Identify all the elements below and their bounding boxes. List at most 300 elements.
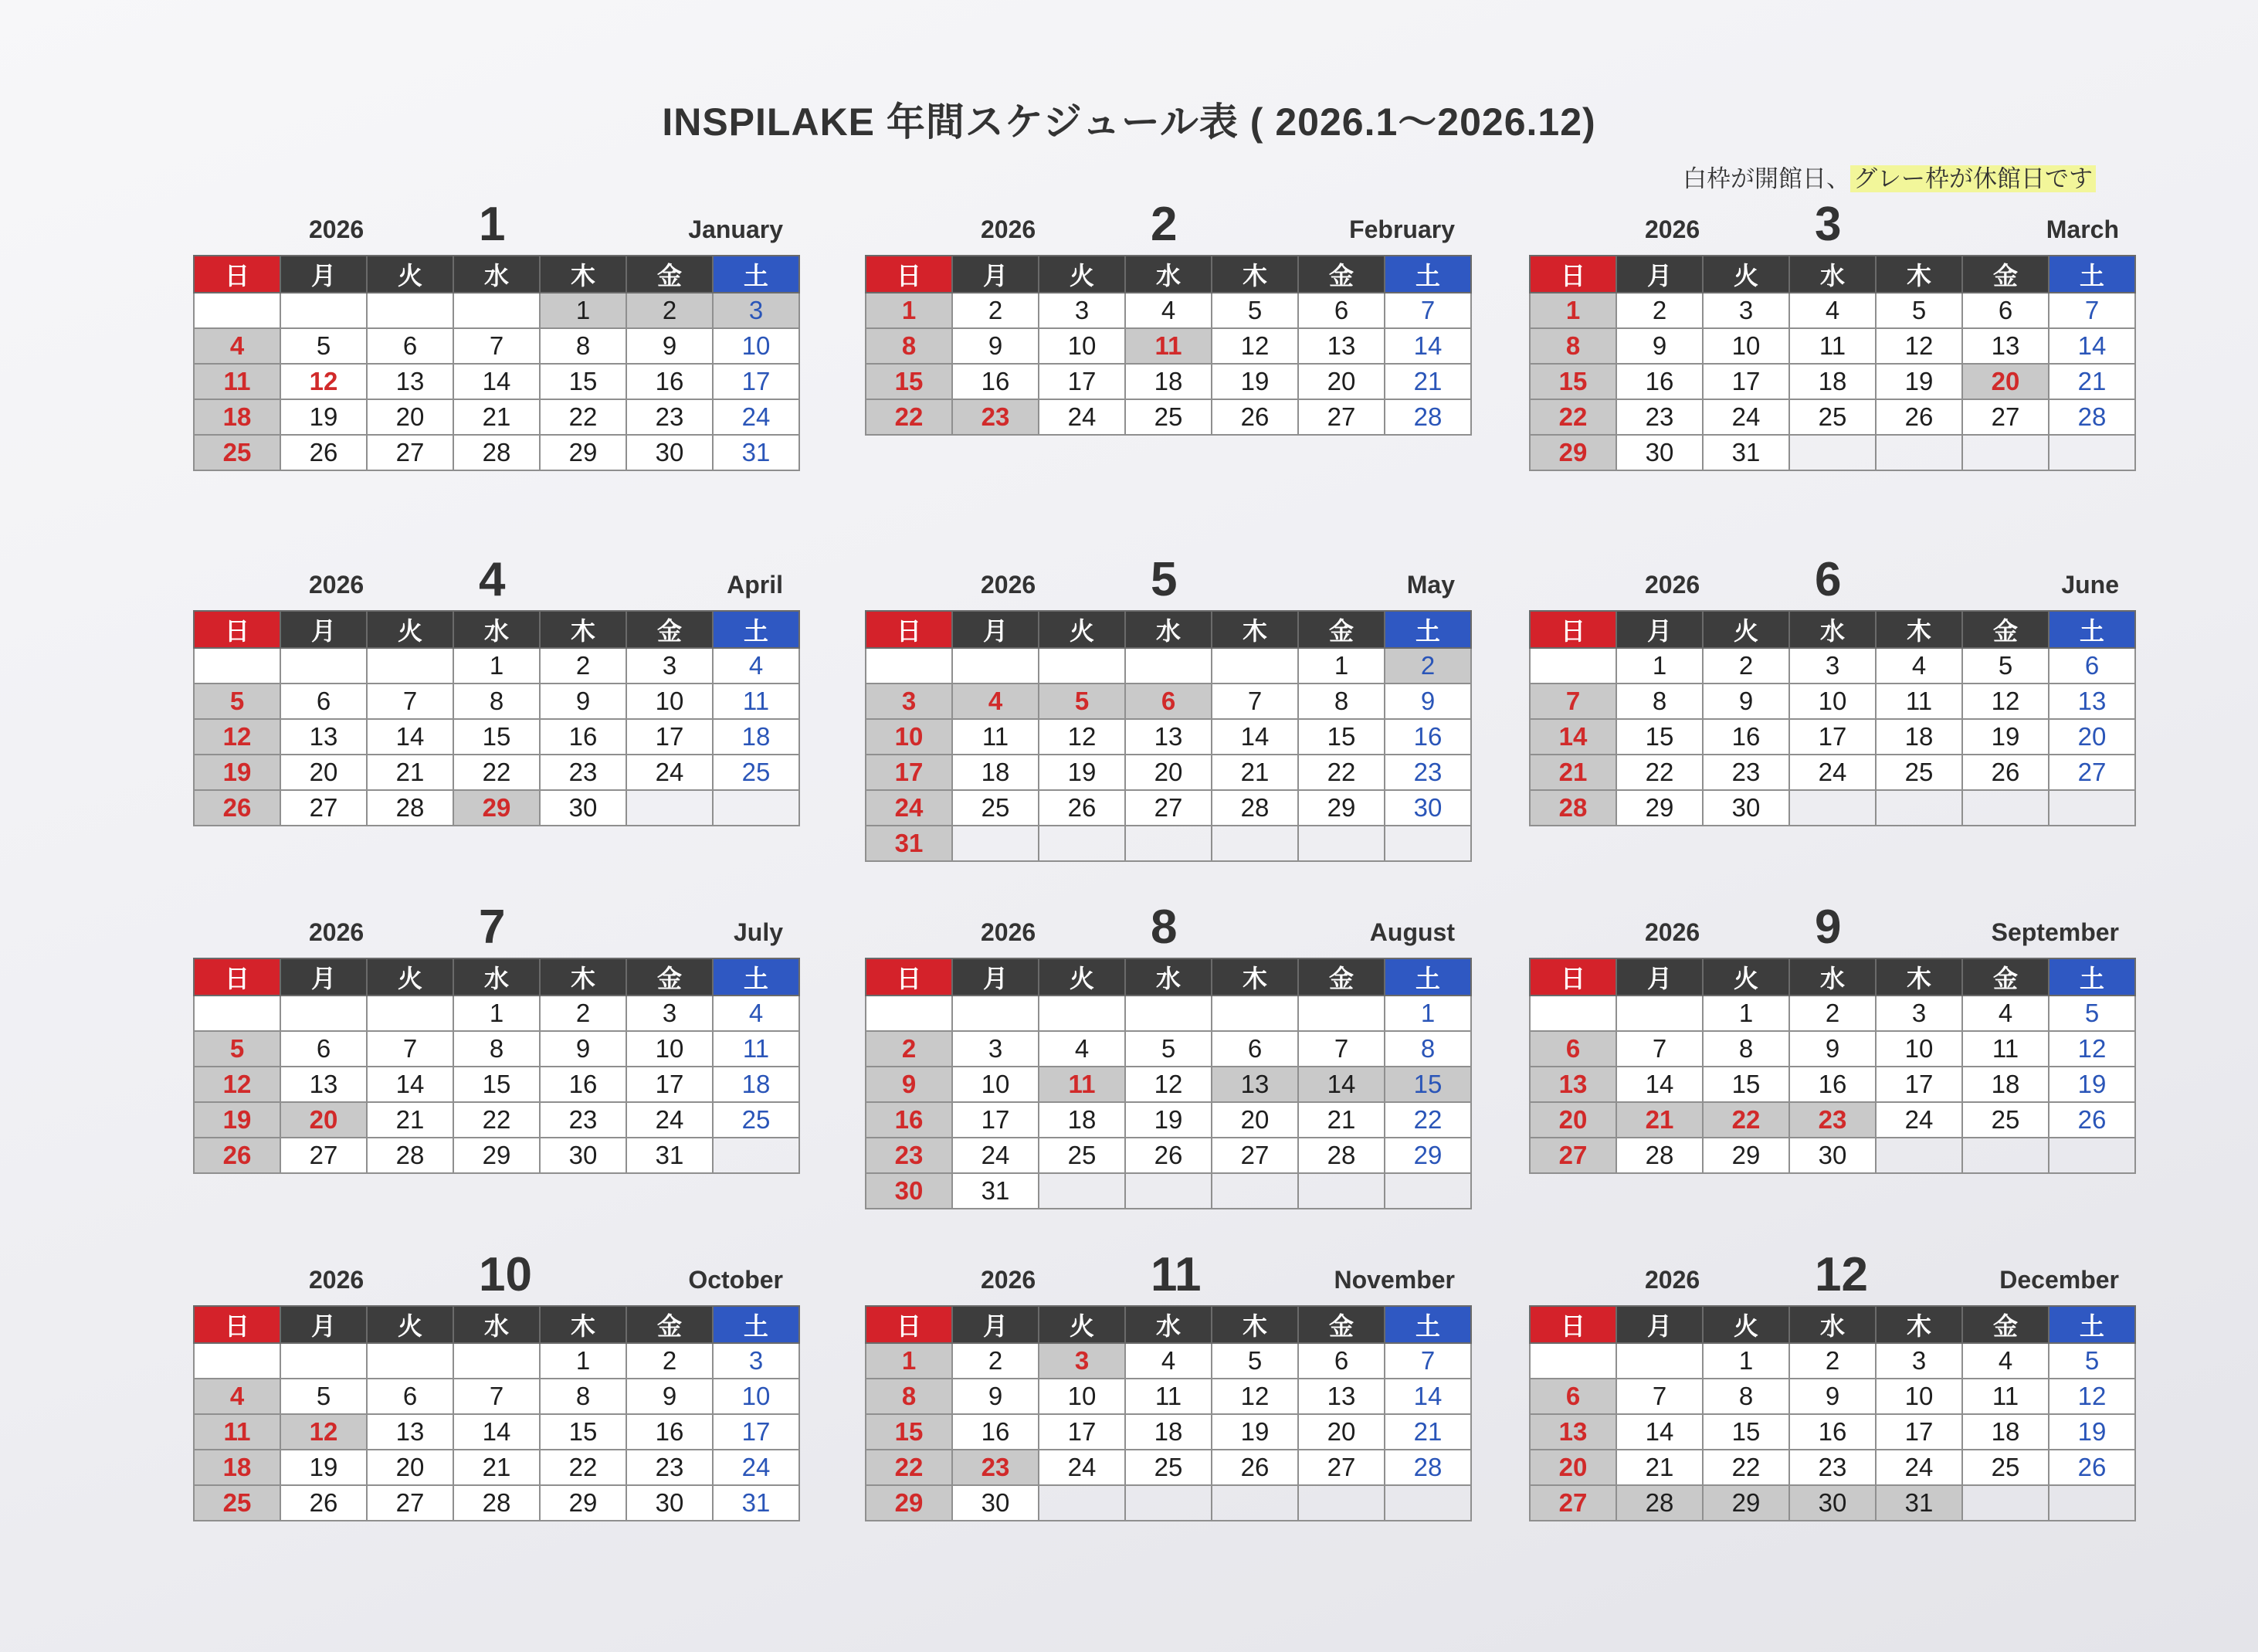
day-cell: 25	[1039, 1138, 1125, 1173]
month-name-en: June	[2061, 571, 2119, 599]
month-header	[193, 178, 788, 255]
day-cell: 7	[1212, 684, 1298, 719]
day-cell: 14	[453, 1414, 540, 1450]
month-header	[1529, 1228, 2124, 1305]
day-cell: 2	[1789, 996, 1876, 1031]
day-cell: 21	[1212, 755, 1298, 790]
weekday-header: 火	[1039, 256, 1125, 293]
day-cell: 17	[1789, 719, 1876, 755]
day-cell: 18	[1125, 364, 1212, 399]
week-row	[194, 755, 799, 790]
week-row	[866, 1414, 1471, 1450]
week-row	[866, 996, 1471, 1031]
day-cell: 11	[1962, 1031, 2049, 1067]
week-row	[194, 293, 799, 328]
weekday-header: 金	[1962, 1306, 2049, 1343]
month-header	[193, 880, 788, 958]
weekday-header: 水	[1125, 611, 1212, 648]
day-cell: 28	[1616, 1138, 1703, 1173]
day-cell: 24	[1039, 399, 1125, 435]
day-cell: 17	[952, 1102, 1039, 1138]
week-row	[1530, 328, 2135, 364]
month-number: 3	[1815, 198, 1842, 251]
month-year: 2026	[309, 918, 364, 946]
day-cell: 25	[952, 790, 1039, 826]
week-row	[866, 1173, 1471, 1209]
day-cell: 4	[1125, 293, 1212, 328]
day-cell: 10	[1789, 684, 1876, 719]
day-cell: 20	[2049, 719, 2135, 755]
day-cell: 7	[367, 1031, 453, 1067]
day-cell: 24	[626, 1102, 713, 1138]
month-name-en: April	[727, 571, 783, 599]
day-cell: 6	[2049, 648, 2135, 684]
empty-cell	[1789, 435, 1876, 470]
empty-cell	[194, 996, 280, 1031]
day-cell: 1	[453, 996, 540, 1031]
day-cell: 3	[626, 648, 713, 684]
week-row	[866, 399, 1471, 435]
day-cell: 25	[1962, 1102, 2049, 1138]
week-row	[866, 648, 1471, 684]
week-row	[194, 719, 799, 755]
day-cell: 4	[194, 328, 280, 364]
empty-cell	[866, 648, 952, 684]
day-cell: 4	[194, 1379, 280, 1414]
day-cell: 7	[453, 1379, 540, 1414]
day-cell: 1	[540, 293, 626, 328]
day-cell: 14	[367, 1067, 453, 1102]
day-cell: 3	[1876, 996, 1962, 1031]
empty-cell	[1039, 1485, 1125, 1521]
week-row	[194, 1450, 799, 1485]
day-cell: 21	[453, 399, 540, 435]
day-cell: 20	[1530, 1102, 1616, 1138]
day-cell: 17	[1876, 1067, 1962, 1102]
day-cell: 6	[280, 684, 367, 719]
day-cell: 7	[1385, 1343, 1471, 1379]
day-cell: 24	[1789, 755, 1876, 790]
day-cell: 4	[1125, 1343, 1212, 1379]
day-cell: 7	[1616, 1031, 1703, 1067]
day-cell: 14	[2049, 328, 2135, 364]
day-cell: 26	[280, 1485, 367, 1521]
day-cell: 22	[1703, 1450, 1789, 1485]
weekday-header: 土	[1385, 958, 1471, 996]
day-cell: 27	[1298, 1450, 1385, 1485]
day-cell: 28	[1616, 1485, 1703, 1521]
day-cell: 5	[1876, 293, 1962, 328]
day-cell: 7	[453, 328, 540, 364]
day-cell: 14	[1616, 1414, 1703, 1450]
day-cell: 25	[713, 1102, 799, 1138]
month-year: 2026	[981, 918, 1036, 946]
day-cell: 1	[866, 293, 952, 328]
month-header	[193, 533, 788, 610]
day-cell: 4	[1876, 648, 1962, 684]
day-cell: 17	[713, 1414, 799, 1450]
month-2	[865, 178, 1460, 436]
week-row	[866, 790, 1471, 826]
weekday-header: 火	[1703, 1306, 1789, 1343]
day-cell: 23	[866, 1138, 952, 1173]
weekday-header: 木	[540, 611, 626, 648]
empty-cell	[1298, 996, 1385, 1031]
empty-cell	[1616, 996, 1703, 1031]
day-cell: 12	[1212, 328, 1298, 364]
day-cell: 10	[1039, 328, 1125, 364]
empty-cell	[1789, 790, 1876, 826]
day-cell: 6	[1530, 1379, 1616, 1414]
empty-cell	[1125, 1485, 1212, 1521]
empty-cell	[1962, 1485, 2049, 1521]
day-cell: 8	[1703, 1031, 1789, 1067]
week-row	[194, 1031, 799, 1067]
day-cell: 27	[2049, 755, 2135, 790]
empty-cell	[1385, 1173, 1471, 1209]
day-cell: 3	[713, 293, 799, 328]
empty-cell	[1125, 1173, 1212, 1209]
day-cell: 19	[1125, 1102, 1212, 1138]
day-cell: 13	[1298, 1379, 1385, 1414]
day-cell: 23	[1385, 755, 1471, 790]
weekday-header: 日	[194, 256, 280, 293]
weekday-header: 月	[952, 256, 1039, 293]
day-cell: 1	[1298, 648, 1385, 684]
day-cell: 5	[1212, 1343, 1298, 1379]
day-cell: 29	[1616, 790, 1703, 826]
day-cell: 26	[2049, 1102, 2135, 1138]
day-cell: 19	[2049, 1067, 2135, 1102]
empty-cell	[2049, 1485, 2135, 1521]
month-11	[865, 1228, 1460, 1521]
day-cell: 21	[1530, 755, 1616, 790]
day-cell: 1	[1385, 996, 1471, 1031]
day-cell: 26	[194, 790, 280, 826]
day-cell: 28	[453, 435, 540, 470]
weekday-header: 土	[713, 611, 799, 648]
week-row	[1530, 1414, 2135, 1450]
day-cell: 25	[1962, 1450, 2049, 1485]
weekday-header: 日	[194, 1306, 280, 1343]
empty-cell	[1212, 648, 1298, 684]
empty-cell	[1962, 435, 2049, 470]
day-cell: 14	[1385, 1379, 1471, 1414]
day-cell: 6	[1212, 1031, 1298, 1067]
day-cell: 30	[1789, 1138, 1876, 1173]
month-year: 2026	[309, 215, 364, 243]
day-cell: 22	[866, 399, 952, 435]
day-cell: 11	[1125, 328, 1212, 364]
day-cell: 3	[1876, 1343, 1962, 1379]
weekday-header: 金	[1962, 958, 2049, 996]
day-cell: 21	[1298, 1102, 1385, 1138]
day-cell: 31	[1703, 435, 1789, 470]
empty-cell	[1212, 1173, 1298, 1209]
day-cell: 13	[280, 1067, 367, 1102]
weekday-header: 水	[1125, 1306, 1212, 1343]
month-name-en: August	[1369, 918, 1455, 946]
weekday-header: 木	[1876, 256, 1962, 293]
day-cell: 22	[1703, 1102, 1789, 1138]
day-cell: 29	[453, 1138, 540, 1173]
month-table	[193, 610, 800, 826]
month-header	[865, 178, 1460, 255]
day-cell: 31	[1876, 1485, 1962, 1521]
day-cell: 18	[1962, 1414, 2049, 1450]
week-row	[1530, 684, 2135, 719]
empty-cell	[1616, 1343, 1703, 1379]
day-cell: 8	[453, 1031, 540, 1067]
day-cell: 24	[713, 399, 799, 435]
month-table	[193, 1305, 800, 1521]
day-cell: 19	[1212, 1414, 1298, 1450]
empty-cell	[367, 996, 453, 1031]
empty-cell	[1039, 1173, 1125, 1209]
day-cell: 19	[1039, 755, 1125, 790]
day-cell: 5	[1039, 684, 1125, 719]
weekday-header: 月	[280, 256, 367, 293]
day-cell: 15	[866, 364, 952, 399]
day-cell: 9	[540, 1031, 626, 1067]
day-cell: 22	[540, 1450, 626, 1485]
day-cell: 3	[866, 684, 952, 719]
day-cell: 4	[1962, 996, 2049, 1031]
day-cell: 28	[2049, 399, 2135, 435]
day-cell: 7	[1298, 1031, 1385, 1067]
day-cell: 25	[713, 755, 799, 790]
month-table	[1529, 958, 2136, 1174]
day-cell: 13	[367, 364, 453, 399]
week-row	[194, 1379, 799, 1414]
month-table	[1529, 255, 2136, 471]
weekday-header: 火	[1703, 958, 1789, 996]
weekday-header: 土	[713, 958, 799, 996]
empty-cell	[280, 1343, 367, 1379]
day-cell: 31	[713, 1485, 799, 1521]
weekday-header: 水	[1789, 1306, 1876, 1343]
day-cell: 7	[1616, 1379, 1703, 1414]
day-cell: 19	[280, 399, 367, 435]
month-9	[1529, 880, 2124, 1174]
day-cell: 15	[453, 719, 540, 755]
day-cell: 13	[2049, 684, 2135, 719]
day-cell: 26	[280, 435, 367, 470]
empty-cell	[1039, 648, 1125, 684]
weekday-header: 日	[866, 256, 952, 293]
day-cell: 31	[713, 435, 799, 470]
week-row	[1530, 293, 2135, 328]
weekday-header: 土	[2049, 256, 2135, 293]
weekday-header: 金	[1962, 611, 2049, 648]
empty-cell	[1385, 826, 1471, 861]
day-cell: 1	[1530, 293, 1616, 328]
day-cell: 29	[1298, 790, 1385, 826]
day-cell: 15	[540, 364, 626, 399]
empty-cell	[1125, 648, 1212, 684]
month-number: 10	[479, 1248, 532, 1301]
week-row	[1530, 755, 2135, 790]
weekday-header: 木	[540, 1306, 626, 1343]
week-row	[866, 1343, 1471, 1379]
day-cell: 26	[1212, 399, 1298, 435]
day-cell: 6	[1125, 684, 1212, 719]
weekday-header: 水	[1789, 611, 1876, 648]
weekday-header: 月	[1616, 958, 1703, 996]
day-cell: 7	[2049, 293, 2135, 328]
day-cell: 23	[1703, 755, 1789, 790]
week-row	[1530, 1031, 2135, 1067]
day-cell: 6	[1962, 293, 2049, 328]
day-cell: 27	[367, 435, 453, 470]
day-cell: 10	[713, 1379, 799, 1414]
day-cell: 2	[626, 293, 713, 328]
weekday-header: 日	[1530, 256, 1616, 293]
week-row	[1530, 1450, 2135, 1485]
day-cell: 8	[866, 328, 952, 364]
weekday-header: 月	[280, 611, 367, 648]
day-cell: 25	[1125, 399, 1212, 435]
month-name-en: February	[1349, 215, 1455, 243]
note-open-text: 白枠が開館日、	[1683, 165, 1850, 192]
month-table	[193, 958, 800, 1174]
empty-cell	[367, 648, 453, 684]
day-cell: 11	[713, 684, 799, 719]
day-cell: 13	[1212, 1067, 1298, 1102]
empty-cell	[1298, 1485, 1385, 1521]
empty-cell	[194, 293, 280, 328]
day-cell: 23	[1789, 1102, 1876, 1138]
day-cell: 27	[1530, 1485, 1616, 1521]
day-cell: 30	[626, 1485, 713, 1521]
day-cell: 24	[1876, 1450, 1962, 1485]
day-cell: 27	[280, 1138, 367, 1173]
week-row	[866, 364, 1471, 399]
week-row	[866, 328, 1471, 364]
day-cell: 20	[1212, 1102, 1298, 1138]
day-cell: 12	[280, 1414, 367, 1450]
weekday-header: 水	[1125, 256, 1212, 293]
day-cell: 28	[367, 790, 453, 826]
weekday-header: 水	[453, 1306, 540, 1343]
day-cell: 19	[1962, 719, 2049, 755]
day-cell: 12	[2049, 1031, 2135, 1067]
month-number: 2	[1151, 198, 1178, 251]
day-cell: 21	[1385, 1414, 1471, 1450]
day-cell: 3	[626, 996, 713, 1031]
day-cell: 9	[952, 328, 1039, 364]
day-cell: 16	[1789, 1067, 1876, 1102]
week-row	[866, 755, 1471, 790]
day-cell: 29	[1703, 1485, 1789, 1521]
day-cell: 22	[1298, 755, 1385, 790]
empty-cell	[1876, 435, 1962, 470]
month-10	[193, 1228, 788, 1521]
month-3	[1529, 178, 2124, 471]
empty-cell	[367, 1343, 453, 1379]
day-cell: 16	[952, 1414, 1039, 1450]
day-cell: 29	[540, 1485, 626, 1521]
weekday-header: 水	[453, 611, 540, 648]
day-cell: 12	[2049, 1379, 2135, 1414]
month-name-en: July	[733, 918, 783, 946]
day-cell: 20	[280, 755, 367, 790]
day-cell: 2	[626, 1343, 713, 1379]
day-cell: 20	[1125, 755, 1212, 790]
day-cell: 13	[1530, 1414, 1616, 1450]
day-cell: 1	[453, 648, 540, 684]
weekday-header: 木	[1876, 958, 1962, 996]
day-cell: 2	[540, 648, 626, 684]
week-row	[194, 399, 799, 435]
day-cell: 20	[280, 1102, 367, 1138]
day-cell: 2	[540, 996, 626, 1031]
day-cell: 21	[2049, 364, 2135, 399]
day-cell: 22	[453, 1102, 540, 1138]
day-cell: 2	[1789, 1343, 1876, 1379]
day-cell: 30	[1789, 1485, 1876, 1521]
day-cell: 4	[713, 996, 799, 1031]
weekday-header: 金	[1298, 1306, 1385, 1343]
day-cell: 17	[713, 364, 799, 399]
day-cell: 10	[713, 328, 799, 364]
day-cell: 20	[1298, 364, 1385, 399]
month-4	[193, 533, 788, 826]
day-cell: 13	[1298, 328, 1385, 364]
day-cell: 20	[1962, 364, 2049, 399]
day-cell: 26	[194, 1138, 280, 1173]
day-cell: 28	[1212, 790, 1298, 826]
day-cell: 4	[713, 648, 799, 684]
week-row	[1530, 648, 2135, 684]
day-cell: 5	[194, 684, 280, 719]
day-cell: 24	[626, 755, 713, 790]
day-cell: 31	[952, 1173, 1039, 1209]
day-cell: 10	[626, 1031, 713, 1067]
month-name-en: May	[1406, 571, 1455, 599]
day-cell: 16	[1703, 719, 1789, 755]
week-row	[194, 328, 799, 364]
weekday-header: 月	[280, 1306, 367, 1343]
day-cell: 2	[952, 1343, 1039, 1379]
empty-cell	[626, 790, 713, 826]
day-cell: 22	[1616, 755, 1703, 790]
empty-cell	[2049, 435, 2135, 470]
day-cell: 11	[952, 719, 1039, 755]
day-cell: 15	[1703, 1414, 1789, 1450]
day-cell: 30	[952, 1485, 1039, 1521]
day-cell: 9	[1385, 684, 1471, 719]
empty-cell	[713, 1138, 799, 1173]
day-cell: 25	[194, 435, 280, 470]
empty-cell	[194, 648, 280, 684]
weekday-header: 日	[866, 611, 952, 648]
day-cell: 12	[194, 1067, 280, 1102]
day-cell: 15	[1298, 719, 1385, 755]
day-cell: 19	[2049, 1414, 2135, 1450]
day-cell: 27	[1298, 399, 1385, 435]
month-name-en: November	[1334, 1266, 1455, 1294]
day-cell: 3	[713, 1343, 799, 1379]
day-cell: 22	[866, 1450, 952, 1485]
empty-cell	[1212, 1485, 1298, 1521]
day-cell: 29	[453, 790, 540, 826]
weekday-header: 月	[1616, 611, 1703, 648]
day-cell: 16	[952, 364, 1039, 399]
weekday-header: 木	[1212, 958, 1298, 996]
day-cell: 24	[1703, 399, 1789, 435]
day-cell: 29	[1385, 1138, 1471, 1173]
